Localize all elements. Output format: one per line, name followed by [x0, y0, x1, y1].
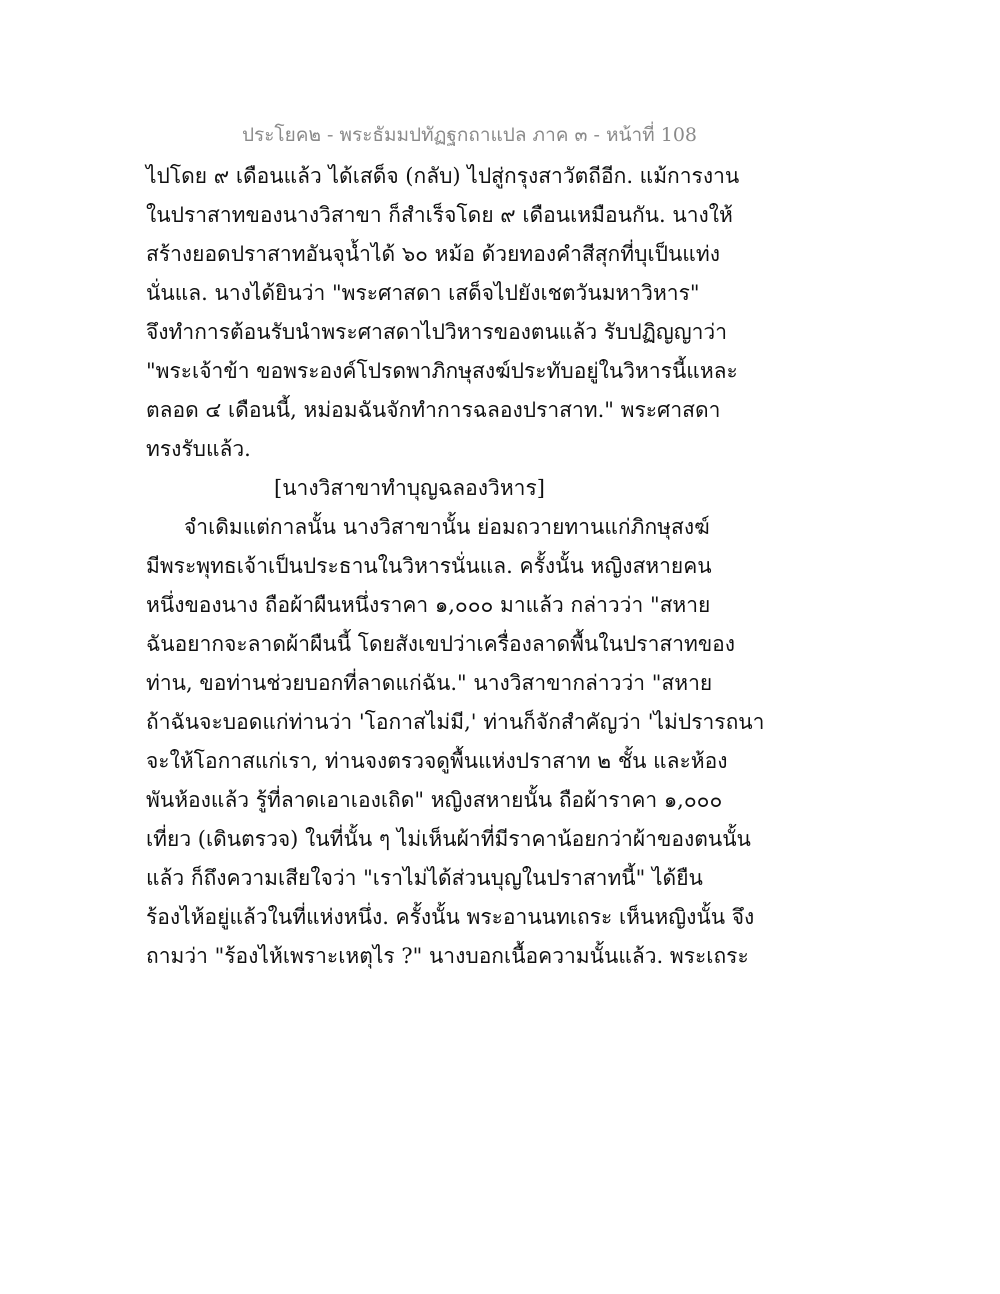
text-line: มีพระพุทธเจ้าเป็นประธานในวิหารนั่นแล. ครั้งนั้น หญิงสหายคน [146, 554, 712, 578]
text-line: สร้างยอดปราสาทอันจุน้ำได้ ๖๐ หม้อ ด้วยทองคำสีสุกที่บุเป็นแท่ง [146, 242, 720, 266]
text-line: จึงทำการต้อนรับนำพระศาสดาไปวิหารของตนแล้ว รับปฏิญญาว่า [146, 320, 727, 344]
text-line: ตลอด ๔ เดือนนี้, หม่อมฉันจักทำการฉลองปราสาท." พระศาสดา [146, 398, 721, 422]
text-line: "พระเจ้าข้า ขอพระองค์โปรดพาภิกษุสงฆ์ประทับอยู่ในวิหารนี้แหละ [146, 359, 738, 383]
text-line: นั่นแล. นางได้ยินว่า "พระศาสดา เสด็จไปยังเชตวันมหาวิหาร" [146, 281, 700, 305]
text-line: ในปราสาทของนางวิสาขา ก็สำเร็จโดย ๙ เดือนเหมือนกัน. นางให้ [146, 203, 733, 227]
text-line: จะให้โอกาสแก่เรา, ท่านจงตรวจดูพื้นแห่งปราสาท ๒ ชั้น และห้อง [146, 749, 728, 773]
page-header: ประโยค๒ - พระธัมมปทัฏฐกถาแปล ภาค ๓ - หน้าที่ 108 [241, 124, 697, 146]
text-line: ถ้าฉันจะบอดแก่ท่านว่า 'โอกาสไม่มี,' ท่านก็จักสำคัญว่า 'ไม่ปรารถนา [146, 710, 765, 734]
text-line: ฉันอยากจะลาดผ้าผืนนี้ โดยสังเขปว่าเครื่องลาดพื้นในปราสาทของ [146, 632, 736, 656]
text-line: แล้ว ก็ถึงความเสียใจว่า "เราไม่ได้ส่วนบุญในปราสาทนี้" ได้ยืน [146, 866, 703, 890]
section-heading: [นางวิสาขาทำบุญฉลองวิหาร] [274, 476, 545, 500]
text-line: ท่าน, ขอท่านช่วยบอกที่ลาดแก่ฉัน." นางวิสาขากล่าวว่า "สหาย [146, 671, 713, 695]
paragraph-1 [146, 160, 740, 472]
text-line: ทรงรับแล้ว. [146, 437, 251, 461]
text-line: เที่ยว (เดินตรวจ) ในที่นั้น ๆ ไม่เห็นผ้าที่มีราคาน้อยกว่าผ้าของตนนั้น [146, 827, 751, 851]
text-line: ถามว่า "ร้องไห้เพราะเหตุไร ?" นางบอกเนื้อความนั้นแล้ว. พระเถระ [146, 944, 749, 968]
text-line: จำเดิมแต่กาลนั้น นางวิสาขานั้น ย่อมถวายทานแก่ภิกษุสงฆ์ [184, 515, 710, 539]
text-line: ร้องไห้อยู่แล้วในที่แห่งหนึ่ง. ครั้งนั้น พระอานนทเถระ เห็นหญิงนั้น จึง [146, 905, 755, 929]
text-line: ไปโดย ๙ เดือนแล้ว ได้เสด็จ (กลับ) ไปสู่กรุงสาวัตถีอีก. แม้การงาน [146, 164, 740, 188]
body-text [146, 160, 765, 979]
text-line: พันห้องแล้ว รู้ที่ลาดเอาเองเถิด" หญิงสหายนั้น ถือผ้าราคา ๑,๐๐๐ [146, 788, 723, 812]
paragraph-2 [146, 511, 765, 979]
text-line: หนึ่งของนาง ถือผ้าผืนหนึ่งราคา ๑,๐๐๐ มาแล้ว กล่าวว่า "สหาย [146, 593, 711, 617]
